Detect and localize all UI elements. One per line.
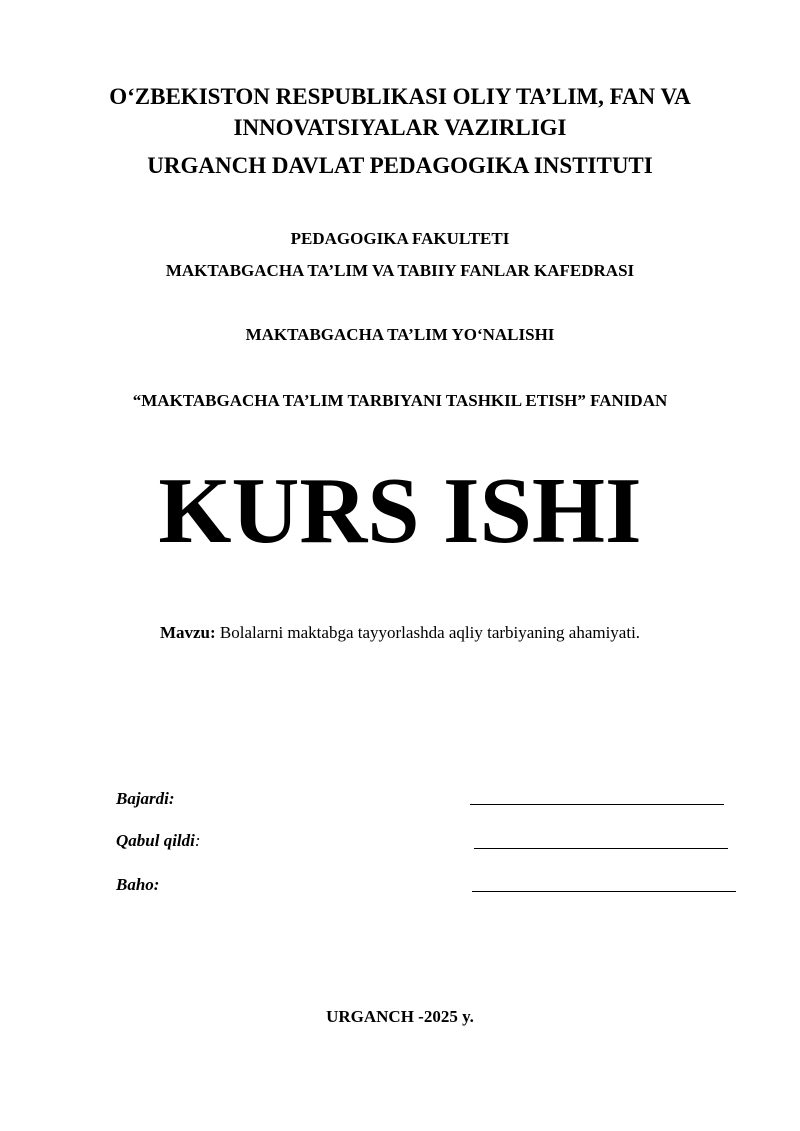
topic-label: Mavzu: <box>159 623 216 642</box>
document-title: KURS ISHI <box>158 459 642 563</box>
bajardi-label: Bajardi: <box>116 789 175 808</box>
baho-label: Baho: <box>116 875 160 894</box>
qabul-label: Qabul qildi <box>116 831 195 850</box>
faculty-name: PEDAGOGIKA FAKULTETI <box>290 229 510 248</box>
ministry-title-line-2: INNOVATSIYALAR VAZIRLIGI <box>233 115 567 140</box>
direction-name: MAKTABGACHA TA’LIM YO‘NALISHI <box>245 325 555 344</box>
topic-text: Bolalarni maktabga tayyorlashda aqliy tarbiyaning ahamiyati. <box>215 623 641 642</box>
institute-name: URGANCH DAVLAT PEDAGOGIKA INSTITUTI <box>147 153 653 178</box>
topic-line <box>0 622 800 644</box>
qabul-colon: : <box>194 831 201 850</box>
subject-name: “MAKTABGACHA TA’LIM TARBIYANI TASHKIL ETISH” FANIDAN <box>132 391 668 410</box>
department-name: MAKTABGACHA TA’LIM VA TABIIY FANLAR KAFEDRASI <box>165 261 635 280</box>
bajardi-signature-line <box>470 804 724 805</box>
qabul-row <box>116 830 201 852</box>
baho-signature-line <box>472 891 736 892</box>
ministry-title-line-1: O‘ZBEKISTON RESPUBLIKASI OLIY TA’LIM, FAN VA <box>109 84 691 109</box>
qabul-signature-line <box>474 848 728 849</box>
city-year-footer: URGANCH -2025 y. <box>326 1007 474 1026</box>
